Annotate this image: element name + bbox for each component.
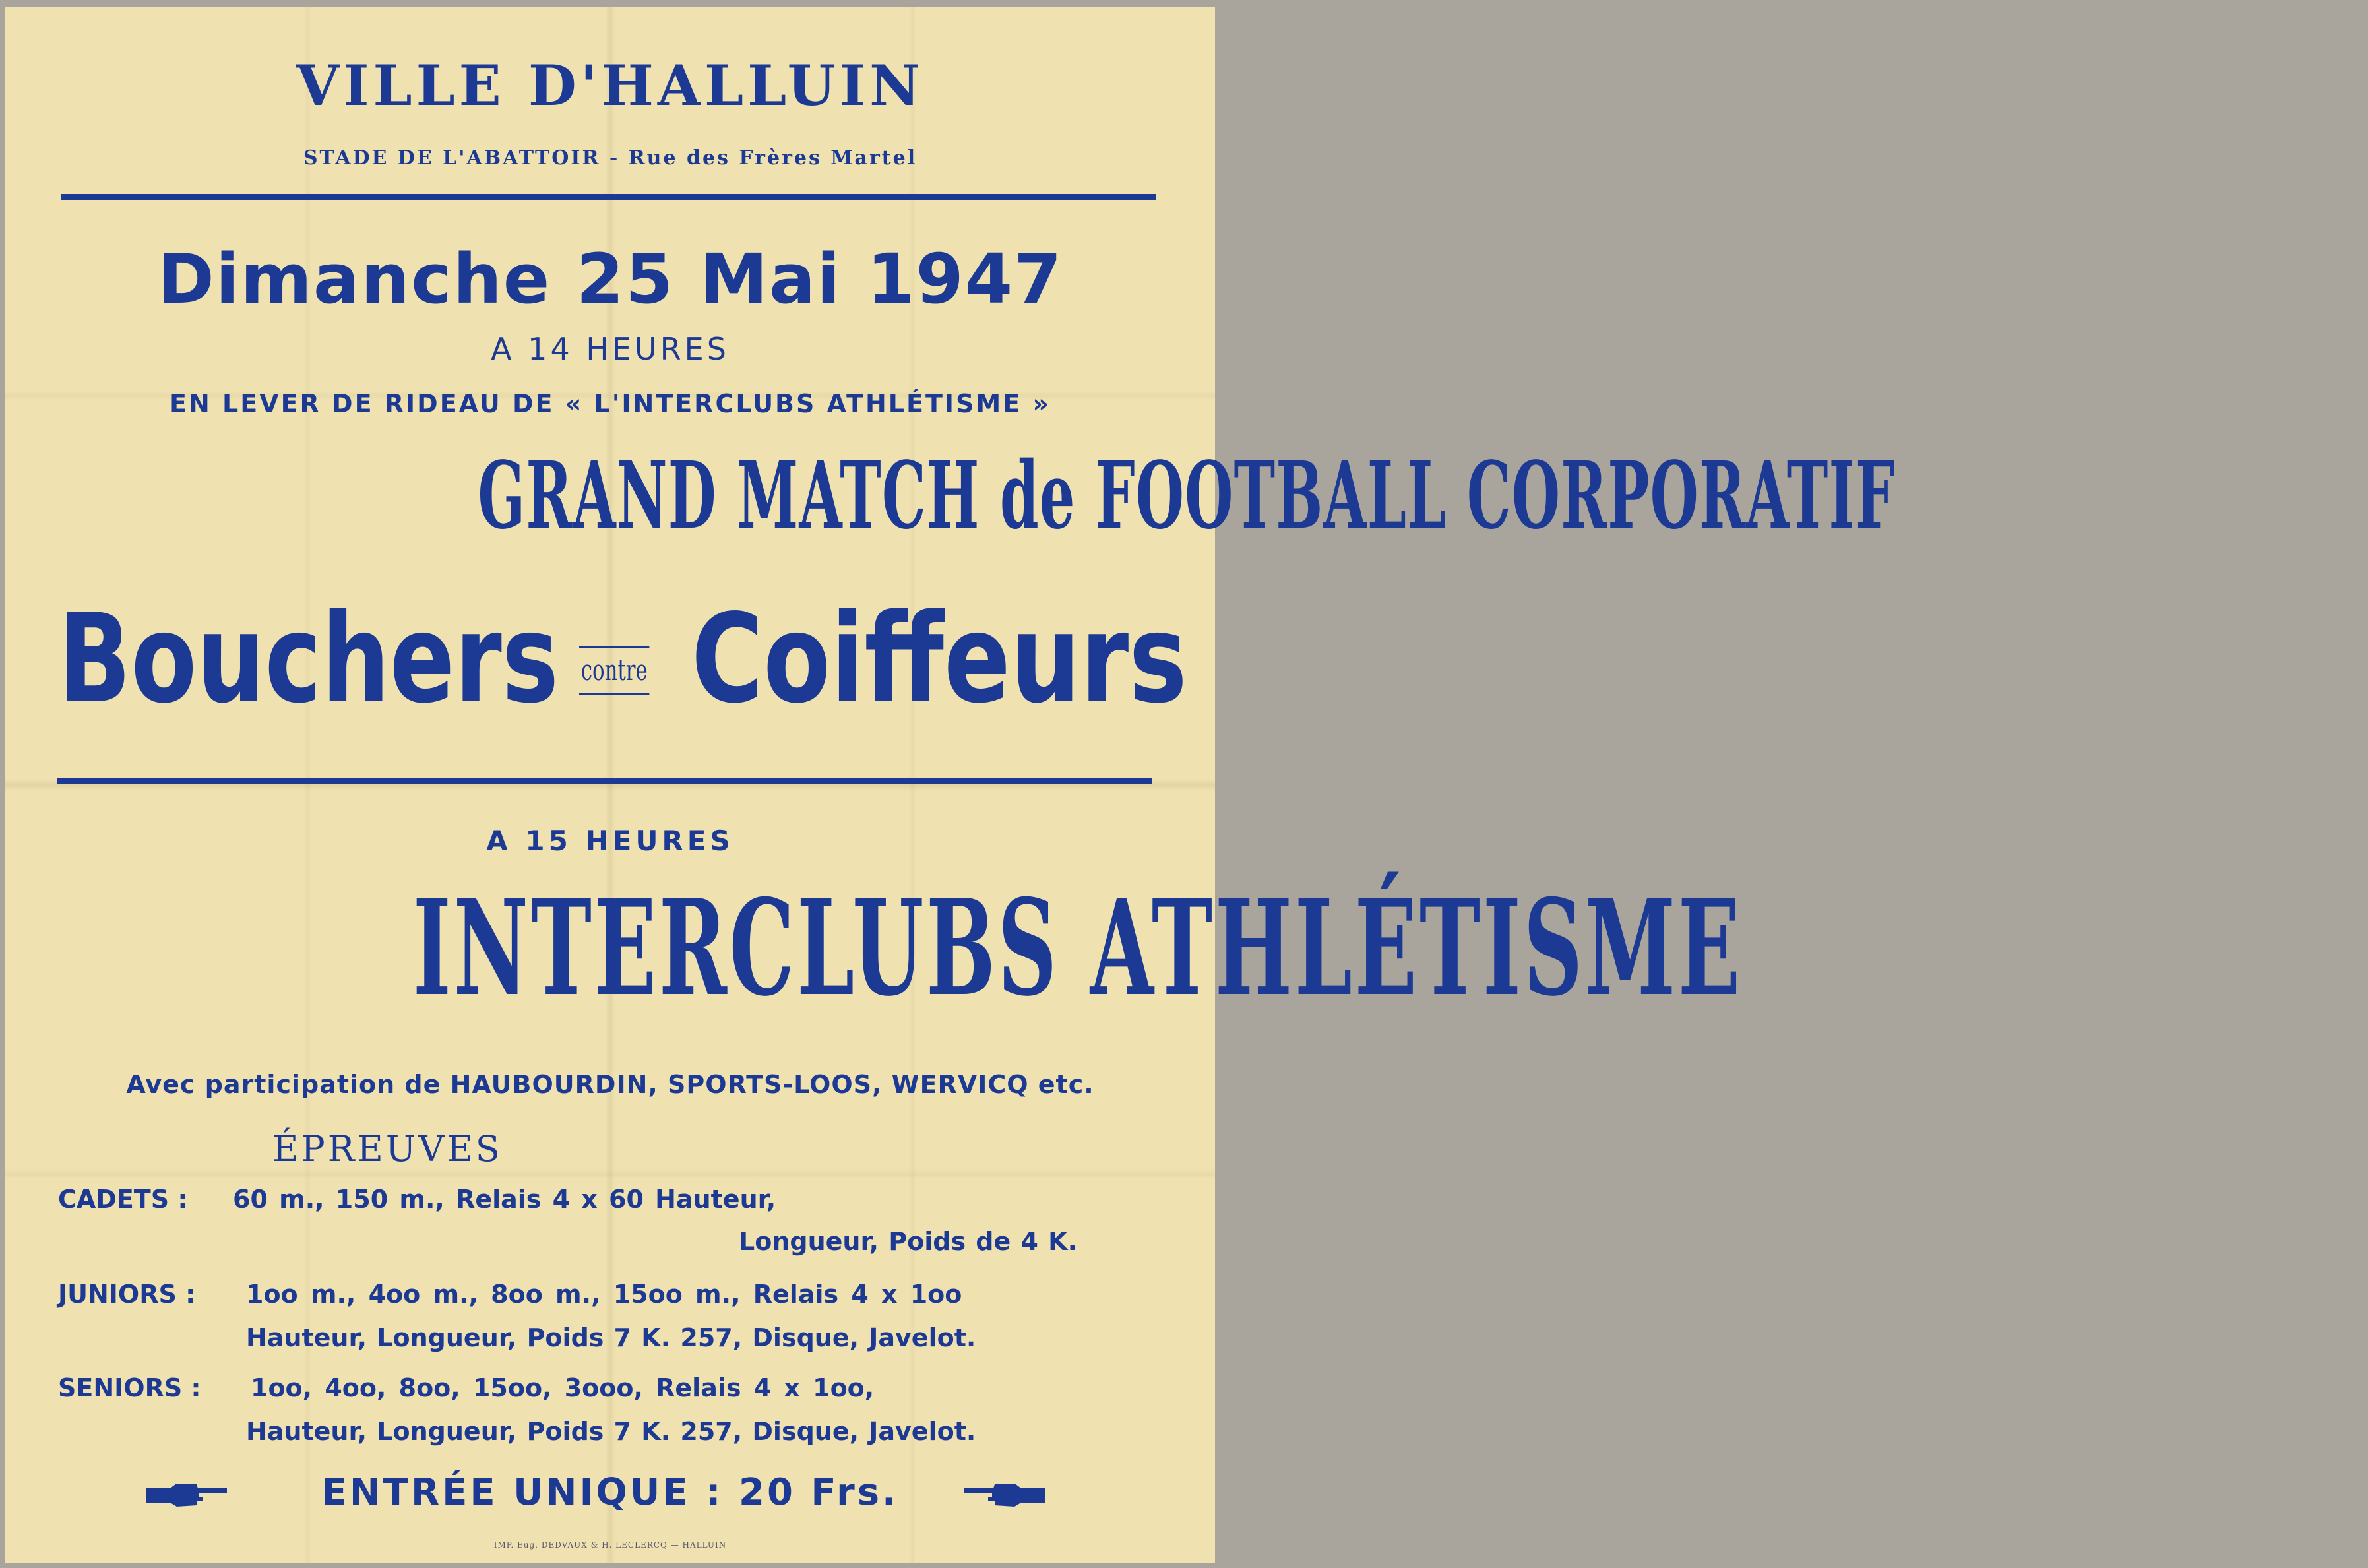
city-title: VILLE D'HALLUIN <box>296 53 924 118</box>
athletics-title <box>5 871 1743 1029</box>
juniors-line-1: 1oo m., 4oo m., 8oo m., 15oo m., Relais 4 x 1oo <box>246 1280 962 1309</box>
seniors-label: SENIORS : <box>58 1373 201 1402</box>
stadium-line: STADE DE L'ABATTOIR - Rue des Frères Martel <box>303 146 918 170</box>
pointing-hand-left-icon <box>962 1482 1047 1509</box>
cadets-label: CADETS : <box>58 1185 188 1214</box>
team-bouchers: Bouchers <box>58 587 559 730</box>
entry-price: ENTRÉE UNIQUE : 20 Frs. <box>321 1471 899 1514</box>
juniors-line-2: Hauteur, Longueur, Poids 7 K. 257, Disque, Javelot. <box>246 1323 976 1352</box>
athletics-title-text: INTERCLUBS ATHLÉTISME <box>412 871 1743 1026</box>
time-14h: A 14 HEURES <box>491 331 730 367</box>
event-date: Dimanche 25 Mai 1947 <box>157 239 1063 319</box>
curtain-raiser-line: EN LEVER DE RIDEAU DE « L'INTERCLUBS ATHLÉTISME » <box>170 389 1051 418</box>
seniors-line-2: Hauteur, Longueur, Poids 7 K. 257, Disque, Javelot. <box>246 1417 976 1446</box>
versus-label: contre <box>579 646 650 695</box>
middle-divider <box>57 778 1152 784</box>
top-divider <box>61 194 1156 200</box>
juniors-label: JUNIORS : <box>58 1280 196 1309</box>
teams-row <box>5 587 1215 732</box>
seniors-line-1: 1oo, 4oo, 8oo, 15oo, 3ooo, Relais 4 x 1oo, <box>251 1373 875 1402</box>
cadets-line-1: 60 m., 150 m., Relais 4 x 60 Hauteur, <box>233 1185 776 1214</box>
time-15h: A 15 HEURES <box>486 825 734 857</box>
cadets-line-2: Longueur, Poids de 4 K. <box>739 1227 1078 1256</box>
epreuves-heading: ÉPREUVES <box>272 1128 503 1170</box>
football-match-title-text: GRAND MATCH de FOOTBALL CORPORATIF <box>478 442 1896 550</box>
poster <box>5 7 1896 1563</box>
printer-credit: IMP. Eug. DEDVAUX & H. LECLERCQ — HALLUIN <box>493 1540 727 1550</box>
team-coiffeurs: Coiffeurs <box>691 587 1187 730</box>
participation-line: Avec participation de HAUBOURDIN, SPORTS-LOOS, WERVICQ etc. <box>126 1070 1094 1099</box>
football-match-title <box>5 442 1896 574</box>
